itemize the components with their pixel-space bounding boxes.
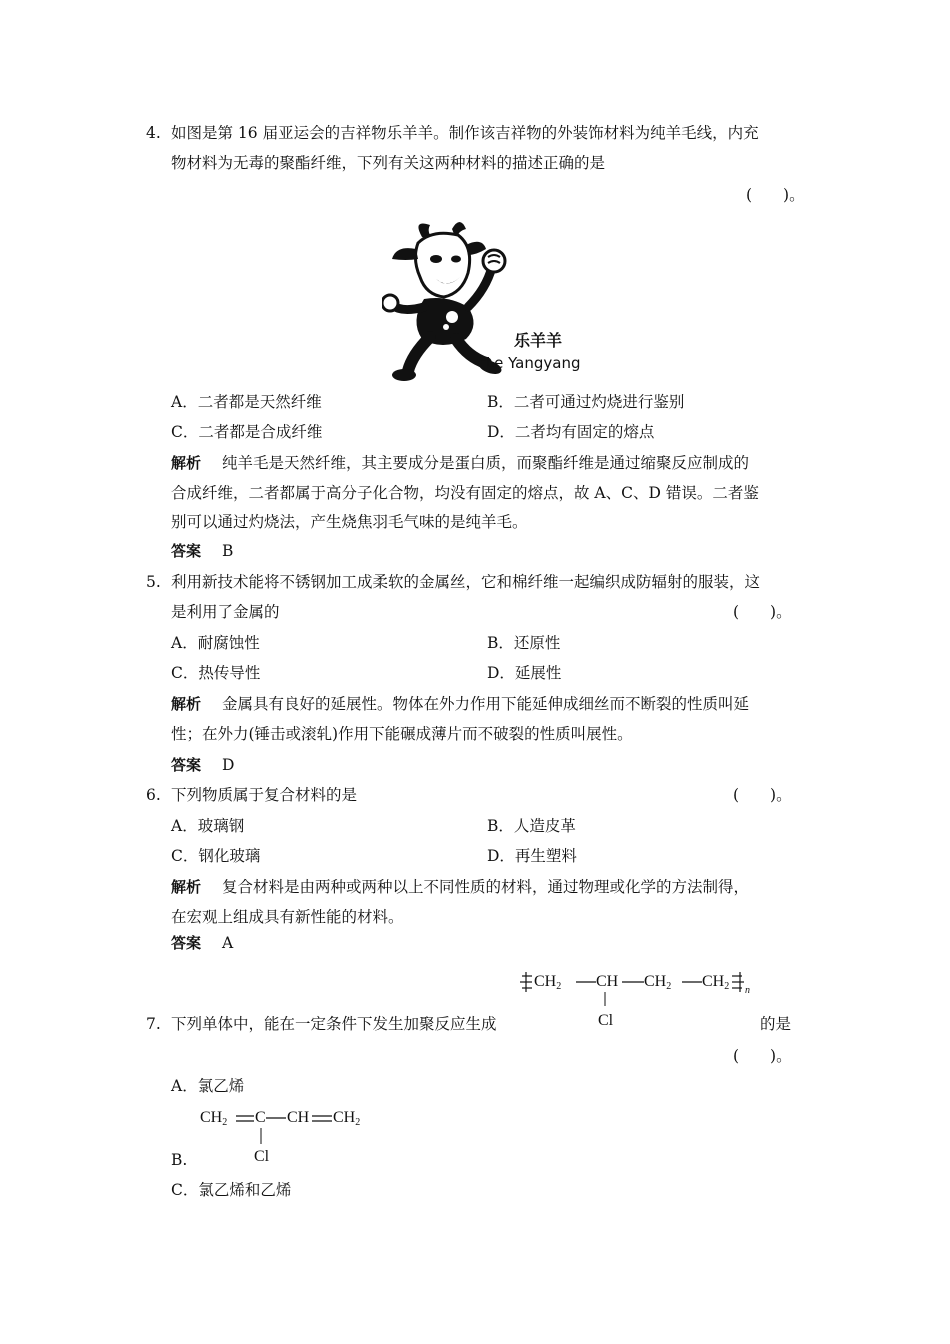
q7-option-b-formula bbox=[198, 1104, 388, 1170]
q6-option-c: C．钢化玻璃 bbox=[171, 847, 261, 865]
mascot-name-cn: 乐羊羊 bbox=[514, 331, 563, 350]
polymer-subscript-n: n bbox=[745, 985, 750, 996]
q4-answer-paren: ( )。 bbox=[746, 186, 805, 204]
q6-answer-paren: ( )。 bbox=[733, 786, 792, 804]
q7-option-c: C．氯乙烯和乙烯 bbox=[171, 1181, 292, 1199]
q7-answer-paren: ( )。 bbox=[733, 1047, 792, 1065]
q5-analysis-line1: 金属具有良好的延展性。物体在外力作用下能延伸成细丝而不断裂的性质叫延 bbox=[222, 695, 750, 713]
polymer-ch2-second: $CH_2$ bbox=[644, 973, 672, 992]
q4-option-d: D．二者均有固定的熔点 bbox=[487, 423, 655, 441]
q5-number: 5. bbox=[146, 573, 161, 591]
q6-analysis-line1: 复合材料是由两种或两种以上不同性质的材料，通过物理或化学的方法制得， bbox=[222, 878, 750, 896]
q4-analysis-label: 解析 bbox=[171, 454, 202, 472]
q7-stem-line1-end: 的是 bbox=[760, 1015, 792, 1033]
q7-number: 7. bbox=[146, 1015, 161, 1033]
q7-polymer-formula bbox=[518, 968, 758, 1034]
q4-option-c: C．二者都是合成纤维 bbox=[171, 423, 323, 441]
q6-analysis-line2: 在宏观上组成具有新性能的材料。 bbox=[171, 908, 404, 926]
mascot-illustration bbox=[382, 215, 602, 385]
q5-analysis-label: 解析 bbox=[171, 695, 202, 713]
polymer-ch2-third: $CH_2$ bbox=[702, 973, 730, 992]
q5-answer-paren: ( )。 bbox=[733, 603, 792, 621]
q4-option-b: B．二者可通过灼烧进行鉴别 bbox=[487, 393, 685, 411]
q4-stem-line1: 如图是第 16 届亚运会的吉祥物乐羊羊。制作该吉祥物的外装饰材料为纯羊毛线，内充 bbox=[171, 124, 759, 142]
q6-option-a: A．玻璃钢 bbox=[171, 817, 245, 835]
monomer-cl: Cl bbox=[254, 1148, 270, 1165]
q6-analysis-label: 解析 bbox=[171, 878, 202, 896]
q5-option-c: C．热传导性 bbox=[171, 664, 261, 682]
q6-option-d: D．再生塑料 bbox=[487, 847, 577, 865]
q4-analysis-line2: 合成纤维，二者都属于高分子化合物，均没有固定的熔点，故 A、C、D 错误。二者鉴 bbox=[171, 484, 759, 502]
q5-analysis-line2: 性；在外力(锤击或滚轧)作用下能碾成薄片而不破裂的性质叫展性。 bbox=[171, 725, 633, 743]
monomer-ch: CH bbox=[287, 1109, 310, 1126]
q6-stem-line1: 下列物质属于复合材料的是 bbox=[171, 786, 358, 804]
polymer-ch2-first: $CH_2$ bbox=[534, 973, 562, 992]
q4-stem-line2: 物材料为无毒的聚酯纤维，下列有关这两种材料的描述正确的是 bbox=[171, 154, 606, 172]
q4-number: 4. bbox=[146, 124, 161, 142]
q6-option-b: B．人造皮革 bbox=[487, 817, 576, 835]
q5-stem-line2: 是利用了金属的 bbox=[171, 603, 280, 621]
q7-stem-line1: 下列单体中，能在一定条件下发生加聚反应生成 bbox=[171, 1015, 497, 1033]
q6-answer-label: 答案 bbox=[171, 934, 202, 952]
q7-option-b-label: B. bbox=[171, 1151, 188, 1169]
q5-option-a: A．耐腐蚀性 bbox=[171, 634, 260, 652]
q5-stem-line1: 利用新技术能将不锈钢加工成柔软的金属丝，它和棉纤维一起编织成防辐射的服装，这 bbox=[171, 573, 761, 591]
q4-answer-value: B bbox=[222, 542, 234, 560]
q4-analysis-line1: 纯羊毛是天然纤维，其主要成分是蛋白质，而聚酯纤维是通过缩聚反应制成的 bbox=[222, 454, 750, 472]
q5-answer-label: 答案 bbox=[171, 756, 202, 774]
monomer-c: C bbox=[255, 1109, 266, 1126]
q5-option-d: D．延展性 bbox=[487, 664, 562, 682]
polymer-ch: CH bbox=[596, 973, 619, 990]
monomer-ch2-right: $CH_2$ bbox=[333, 1109, 361, 1128]
q4-option-a: A．二者都是天然纤维 bbox=[171, 393, 322, 411]
q4-answer-label: 答案 bbox=[171, 542, 202, 560]
q7-option-a: A．氯乙烯 bbox=[171, 1077, 245, 1095]
q4-analysis-line3: 别可以通过灼烧法，产生烧焦羽毛气味的是纯羊毛。 bbox=[171, 513, 528, 531]
mascot-name-en: Le Yangyang bbox=[486, 354, 581, 372]
q5-answer-value: D bbox=[222, 756, 235, 774]
polymer-cl: Cl bbox=[598, 1012, 614, 1029]
q5-option-b: B．还原性 bbox=[487, 634, 561, 652]
monomer-ch2-left: $CH_2$ bbox=[200, 1109, 228, 1128]
q6-answer-value: A bbox=[222, 934, 234, 952]
q6-number: 6. bbox=[146, 786, 161, 804]
